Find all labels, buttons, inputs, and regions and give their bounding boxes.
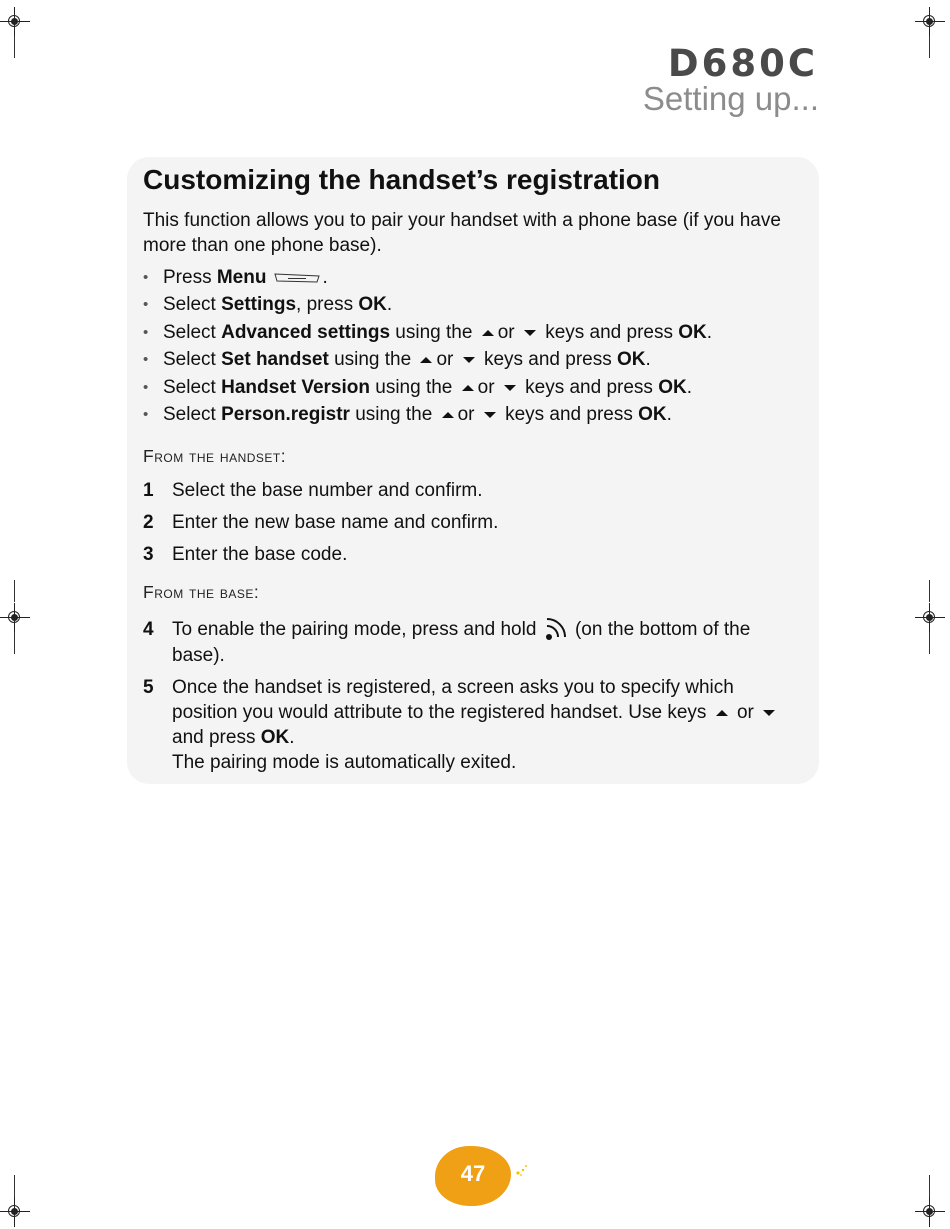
step-text: To enable the pairing mode, press and hold (172, 618, 537, 640)
bullet-icon: • (143, 406, 149, 424)
text: keys and press (525, 376, 659, 398)
content-panel (127, 157, 819, 784)
text: using the (390, 321, 473, 343)
list-item (143, 346, 803, 374)
text: Select (163, 349, 222, 371)
handset-steps (143, 475, 803, 571)
up-arrow-icon (481, 328, 495, 338)
crop-line (929, 580, 930, 602)
down-arrow-icon (462, 355, 476, 365)
step-text: (on the bottom of the base). (172, 618, 751, 666)
step-text: . (289, 726, 295, 748)
menu-label: Handset Version (221, 376, 370, 398)
text: or (457, 404, 475, 426)
down-arrow-icon (762, 708, 776, 718)
step-item (143, 475, 803, 507)
base-steps (143, 617, 803, 775)
menu-label: Advanced settings (221, 321, 391, 343)
crop-line (14, 632, 15, 654)
down-arrow-icon (523, 328, 537, 338)
ok-label: OK (617, 349, 646, 371)
text: , press (296, 294, 359, 316)
text: or (497, 321, 515, 343)
down-arrow-icon (503, 383, 517, 393)
crop-line (929, 632, 930, 654)
step-item (143, 617, 803, 668)
text: keys and press (483, 349, 618, 371)
crop-line (929, 1175, 930, 1197)
text: Press (163, 266, 217, 288)
up-arrow-icon (441, 410, 455, 420)
menu-label: Person.registr (221, 404, 350, 426)
list-item (143, 264, 803, 292)
ok-label: OK (678, 321, 707, 343)
list-item (143, 401, 803, 429)
from-handset-heading: From the handset: (143, 445, 287, 466)
registration-mark-top-right (915, 7, 945, 37)
ok-label: OK (658, 376, 687, 398)
paging-signal-icon (544, 617, 568, 643)
step-number: 4 (143, 618, 154, 640)
ok-label: OK (638, 404, 667, 426)
ok-label: OK (358, 294, 387, 316)
list-item (143, 291, 803, 319)
sparkle-icon (514, 1163, 530, 1177)
bullet-icon: • (143, 268, 149, 286)
intro-paragraph: This function allows you to pair your handset with a phone base (if you have more than one phone base). (143, 209, 781, 256)
step-item (143, 675, 803, 775)
model-name: D680C (667, 42, 818, 85)
text: keys and press (545, 321, 679, 343)
from-base-heading: From the base: (143, 581, 260, 602)
up-arrow-icon (461, 383, 475, 393)
step-item (143, 507, 803, 539)
text: Select (163, 294, 222, 316)
registration-mark-bottom-right (915, 1197, 945, 1227)
list-item (143, 319, 803, 347)
crop-line (14, 1175, 15, 1197)
step-text: Enter the new base name and confirm. (172, 511, 499, 533)
menu-label: Set handset (221, 349, 329, 371)
up-arrow-icon (715, 708, 729, 718)
page-heading: Customizing the handset’s registration (143, 164, 661, 195)
bullet-icon: • (143, 378, 149, 396)
text: using the (328, 349, 412, 371)
bullet-icon: • (143, 296, 149, 314)
menu-label: Settings (221, 294, 297, 316)
bullet-icon: • (143, 351, 149, 369)
step-text: Once the handset is registered, a screen asks you to specify which position you would attribute to the registered handset. Use keys (172, 676, 734, 723)
step-text: or (736, 701, 754, 723)
step-item (143, 539, 803, 571)
bullet-icon: • (143, 323, 149, 341)
down-arrow-icon (483, 410, 497, 420)
crop-line (929, 36, 930, 58)
ok-label: OK (260, 726, 290, 748)
menu-key-icon (274, 272, 320, 284)
text: Select (163, 404, 222, 426)
step-number: 1 (143, 479, 154, 501)
instruction-list (143, 264, 803, 429)
crop-line (14, 580, 15, 602)
text: . (645, 349, 651, 371)
text: . (666, 404, 672, 426)
text: . (686, 376, 692, 398)
step-number: 5 (143, 676, 154, 698)
text: Select (163, 376, 222, 398)
registration-mark-mid-left (0, 603, 30, 633)
step-text: and press (172, 726, 261, 748)
step-text: The pairing mode is automatically exited. (172, 751, 517, 773)
step-number: 2 (143, 511, 154, 533)
text: . (322, 266, 328, 288)
step-text: Select the base number and confirm. (172, 479, 483, 501)
text: Select (163, 321, 222, 343)
up-arrow-icon (419, 355, 433, 365)
page-number-badge: 47 (435, 1146, 511, 1206)
registration-mark-bottom-left (0, 1197, 30, 1227)
step-number: 3 (143, 543, 154, 565)
text: or (436, 349, 454, 371)
menu-label: Menu (216, 266, 267, 288)
step-text: Enter the base code. (172, 543, 348, 565)
text: . (706, 321, 713, 343)
crop-line (14, 36, 15, 58)
text: keys and press (505, 404, 639, 426)
list-item (143, 374, 803, 402)
section-title: Setting up... (642, 80, 819, 117)
text: . (386, 294, 393, 316)
content-body (143, 165, 803, 782)
text: or (477, 376, 495, 398)
registration-mark-top-left (0, 7, 30, 37)
text: using the (369, 376, 453, 398)
registration-mark-mid-right (915, 603, 945, 633)
text: using the (349, 404, 433, 426)
